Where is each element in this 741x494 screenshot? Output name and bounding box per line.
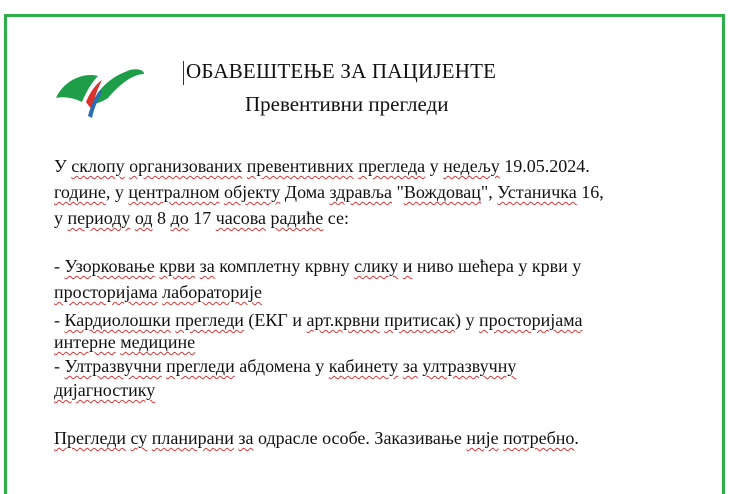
- flagged-word: планирани: [151, 428, 234, 448]
- text-segment: .: [574, 428, 579, 448]
- footer-note: [54, 427, 579, 449]
- text-segment: Дома: [280, 182, 330, 202]
- text-segment: абдомена у: [234, 356, 329, 376]
- flagged-word: медицине: [120, 332, 196, 352]
- text-segment: 17: [188, 208, 216, 228]
- flagged-word: су: [130, 428, 148, 448]
- text-segment: у: [425, 156, 444, 176]
- text-segment: -: [54, 256, 65, 276]
- flagged-word: до: [170, 208, 189, 228]
- text-segment: ",: [480, 182, 498, 202]
- flagged-word: није: [466, 428, 499, 448]
- flagged-word: просторијама: [54, 282, 158, 302]
- flagged-word: и: [402, 256, 413, 276]
- item-ultrasound-line-2: [54, 379, 155, 401]
- text-segment: У: [54, 156, 72, 176]
- text-segment: ниво шећера у крви у: [412, 256, 582, 276]
- flagged-word: склопу: [71, 156, 125, 176]
- intro-line-2: [54, 181, 604, 203]
- flagged-word: часова: [215, 208, 267, 228]
- intro-line-1: [54, 155, 590, 177]
- flagged-word: крви: [159, 256, 196, 276]
- text-segment: се:: [323, 208, 349, 228]
- flagged-word: од: [134, 208, 153, 228]
- text-segment: у: [54, 208, 68, 228]
- flagged-word: Узорковање: [64, 256, 155, 276]
- text-segment: -: [54, 356, 65, 376]
- text-segment: , у: [105, 182, 129, 202]
- item-ultrasound-line-1: [54, 355, 516, 377]
- flagged-word: слику: [354, 256, 399, 276]
- flagged-word: потребно: [503, 428, 575, 448]
- flagged-word: прегледи: [175, 310, 244, 330]
- page-title: ОБАВЕШТЕЊЕ ЗА ПАЦИЈЕНТЕ: [186, 59, 497, 83]
- flagged-word: организованих: [129, 156, 243, 176]
- flagged-word: лабораторије: [162, 282, 262, 302]
- item-cardio-line-1: [54, 309, 583, 331]
- flagged-word: кабинету: [328, 356, 399, 376]
- item-blood-test-line-2: [54, 281, 262, 303]
- text-segment: 19.05.2024.: [499, 156, 590, 176]
- text-segment: одрасле особе. Заказивање: [253, 428, 467, 448]
- item-cardio-line-2: [54, 331, 195, 353]
- flagged-word: здравља: [329, 182, 393, 202]
- text-segment: 16,: [576, 182, 604, 202]
- flagged-word: за: [199, 256, 215, 276]
- flagged-word: централном: [128, 182, 220, 202]
- dom-zdravlja-logo-icon: [52, 58, 144, 120]
- flagged-word: недељу: [443, 156, 500, 176]
- flagged-word: за: [238, 428, 254, 448]
- flagged-word: превентивних: [246, 156, 354, 176]
- page-subtitle: Превентивни прегледи: [245, 92, 449, 116]
- flagged-word: године: [54, 182, 106, 202]
- flagged-word: дијагностику: [54, 380, 156, 400]
- flagged-word: арт.крвни: [306, 310, 380, 330]
- flagged-word: радиће: [270, 208, 324, 228]
- text-segment: 8: [152, 208, 171, 228]
- flagged-word: ултразвучну: [422, 356, 517, 376]
- flagged-word: Прегледи: [54, 428, 126, 448]
- flagged-word: Устаничка: [497, 182, 577, 202]
- flagged-word: просторијама: [478, 310, 583, 330]
- flagged-word: притисак: [384, 310, 455, 330]
- flagged-word: Кардиолошки: [64, 310, 171, 330]
- flagged-word: Вождовац: [403, 182, 481, 202]
- flagged-word: прегледи: [166, 356, 235, 376]
- intro-line-3: [54, 207, 349, 229]
- text-segment: (ЕКГ и: [243, 310, 307, 330]
- text-segment: ": [392, 182, 404, 202]
- text-segment: комплетну крвну: [214, 256, 355, 276]
- flagged-word: објекту: [224, 182, 281, 202]
- text-segment: -: [54, 310, 65, 330]
- flagged-word: Ултразвучни: [64, 356, 162, 376]
- flagged-word: периоду: [67, 208, 131, 228]
- flagged-word: прегледа: [358, 156, 426, 176]
- flagged-word: за: [402, 356, 418, 376]
- flagged-word: интерне: [54, 332, 116, 352]
- item-blood-test-line-1: [54, 255, 581, 277]
- text-cursor: [183, 61, 184, 85]
- text-segment: ) у: [454, 310, 479, 330]
